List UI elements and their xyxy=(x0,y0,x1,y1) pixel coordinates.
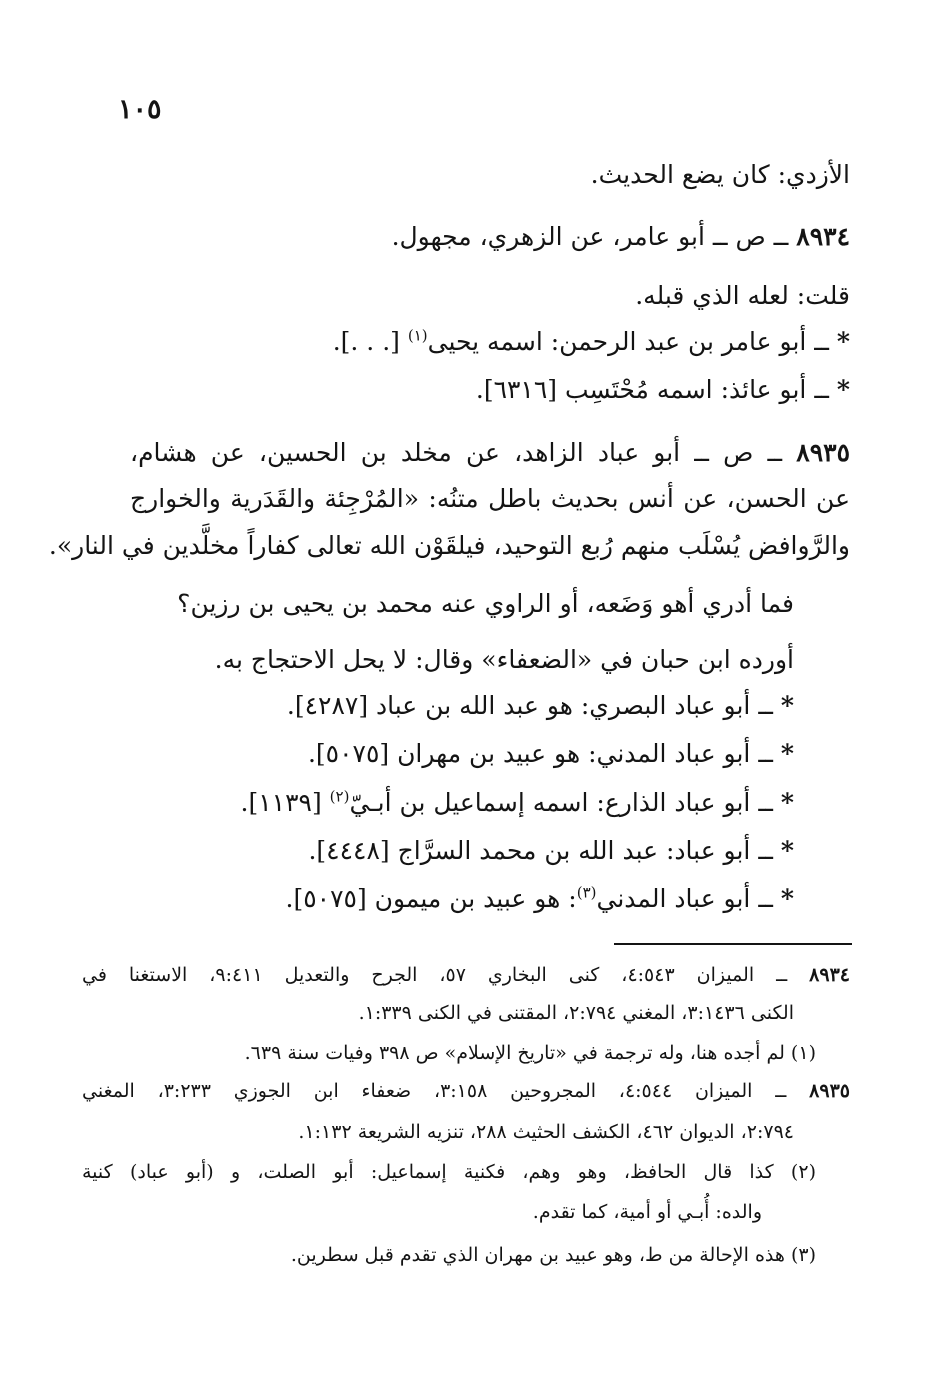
star-marker: * xyxy=(836,375,850,404)
text-line: فما أدري أهو وَضَعه، أو الراوي عنه محمد بن يحيى بن رزين؟ xyxy=(177,589,794,618)
list-item: * ــ أبو عباد المدني: هو عبيد بن مهران [٥٠٧٥]. xyxy=(307,739,794,768)
footnote-marker: (٢) xyxy=(329,787,350,806)
list-item: * ــ أبو عباد البصري: هو عبد الله بن عباد [٤٢٨٧]. xyxy=(286,691,794,720)
footnote-8934-line2: الكنى ٣:١٤٣٦، المغني ٢:٧٩٤، المقتنى في الكنى ١:٣٣٩. xyxy=(358,1002,794,1024)
list-item: * ــ أبو عباد المدني$^{(٣)}$: هو عبيد بن ميمون [٥٠٧٥]. xyxy=(285,883,794,913)
footnote-3: (٣) هذه الإحالة من ط، وهو عبيد بن مهران الذي تقدم قبل سطرين. xyxy=(290,1244,816,1266)
text-line-qultu: قلت: لعله الذي قبله. xyxy=(635,281,850,310)
star-marker: * xyxy=(780,836,794,865)
star-marker: * xyxy=(836,327,850,356)
text-line: أورده ابن حبان في «الضعفاء» وقال: لا يحل الاحتجاج به. xyxy=(214,645,794,674)
footnote-1: (١) لم أجده هنا، وله ترجمة في «تاريخ الإسلام» ص ٣٩٨ وفيات سنة ٦٣٩. xyxy=(244,1042,816,1064)
footnote-2-line2: والده: أُبـي أو أمية، كما تقدم. xyxy=(532,1201,762,1223)
star-marker: * xyxy=(780,788,794,817)
text-line: والرَّوافض يُسْلَب منهم رُبع التوحيد، فيلقَوْن الله تعالى كفاراً مخلَّدين في النار». xyxy=(48,531,850,560)
text-line: عن الحسن، عن أنس بحديث باطل متنُه: «المُرْجِئة والقَدَرية والخوارج xyxy=(130,484,850,513)
list-item: * ــ أبو عامر بن عبد الرحمن: اسمه يحيى$^{(١)}$ [. . .]. xyxy=(332,326,850,356)
star-marker: * xyxy=(780,691,794,720)
page-number: ١٠٥ xyxy=(118,94,162,125)
list-item: * ــ أبو عائذ: اسمه مُحْتَسِب [٦٣١٦]. xyxy=(475,375,850,404)
entry-number: ٨٩٣٥ xyxy=(796,438,850,467)
footnote-8935-line2: ٢:٧٩٤، الديوان ٤٦٢، الكشف الحثيث ٢٨٨، تنزيه الشريعة ١:١٣٢. xyxy=(298,1121,794,1143)
footnote-8935-line1: ٨٩٣٥ ــ الميزان ٤:٥٤٤، المجروحين ٣:١٥٨، ضعفاء ابن الجوزي ٣:٢٣٣، المغني xyxy=(82,1080,850,1102)
footnote-marker: (١) xyxy=(407,326,428,345)
entry-8934 xyxy=(392,219,850,255)
entry-text: ــ ص ــ أبو عامر، عن الزهري، مجهول. xyxy=(391,222,789,251)
list-item: * ــ أبو عباد الذارع: اسمه إسماعيل بن أبـيّ$^{(٢)}$ [١١٣٩]. xyxy=(240,787,794,817)
entry-number: ٨٩٣٤ xyxy=(796,222,850,251)
footnote-separator xyxy=(614,943,852,945)
entry-text: ــ ص ــ أبو عباد الزاهد، عن مخلد بن الحسين، عن هشام، xyxy=(130,438,783,467)
entry-8935 xyxy=(130,435,850,471)
footnote-8934-line1: ٨٩٣٤ ــ الميزان ٤:٥٤٣، كنى البخاري ٥٧، الجرح والتعديل ٩:٤١١، الاستغنا في xyxy=(82,964,850,986)
list-item: * ــ أبو عباد: عبد الله بن محمد السرَّاج [٤٤٤٨]. xyxy=(308,836,794,865)
text-line-azdi: الأزدي: كان يضع الحديث. xyxy=(590,160,850,189)
footnote-marker: (٣) xyxy=(576,883,597,902)
star-marker: * xyxy=(780,884,794,913)
star-marker: * xyxy=(780,739,794,768)
footnote-2-line1: (٢) كذا قال الحافظ، وهو وهم، فكنية إسماعيل: أبو الصلت، و (أبو عباد) كنية xyxy=(82,1161,816,1183)
